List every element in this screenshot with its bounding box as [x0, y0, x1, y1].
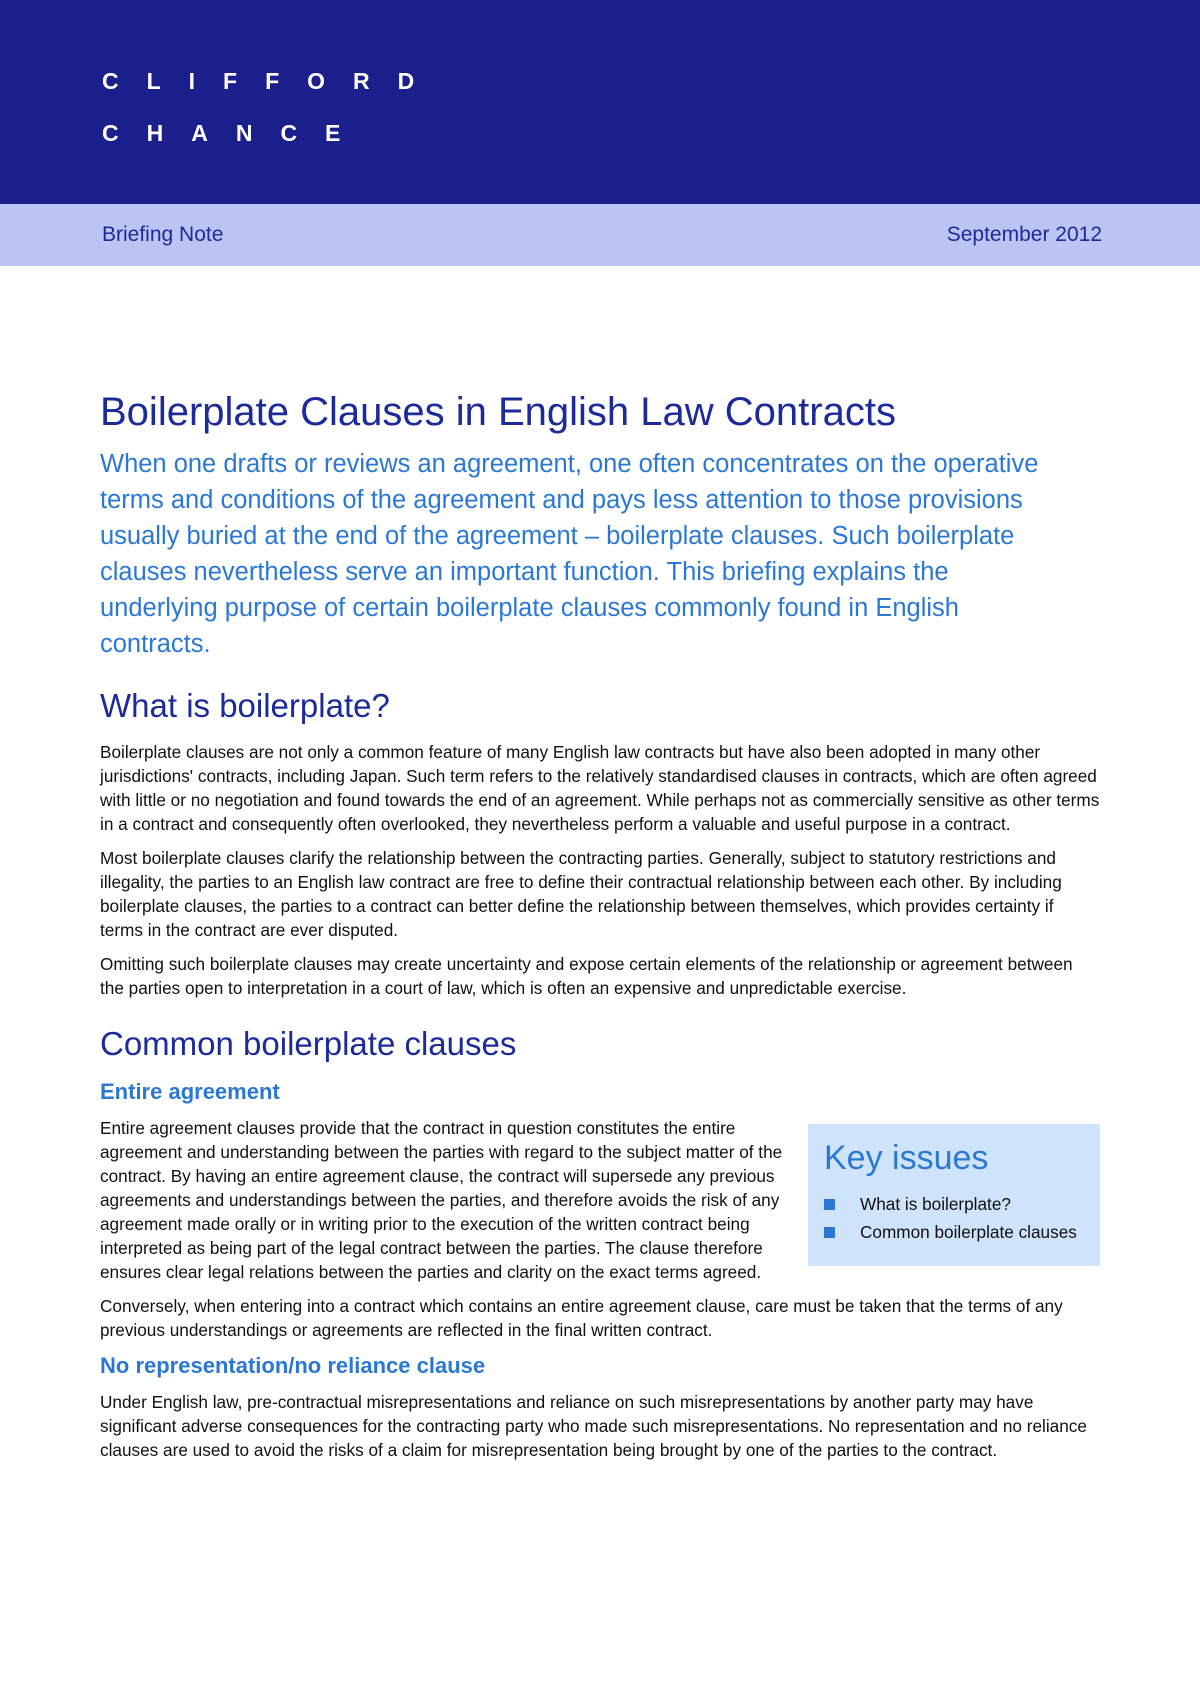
publication-date: September 2012 — [946, 223, 1102, 246]
section-heading-what-is: What is boilerplate? — [100, 687, 390, 724]
key-issues-heading: Key issues — [824, 1139, 989, 1177]
header-subband — [0, 204, 1200, 266]
body-paragraph: Omitting such boilerplate clauses may create uncertainty and expose certain elements of the relationship or agreement between the parties open to interpretation in a court of law, which is often an expensive and unpredictable exercise. — [100, 954, 1073, 998]
doc-type-label: Briefing Note — [102, 223, 224, 246]
square-bullet-icon — [824, 1199, 835, 1210]
body-paragraph: Under English law, pre-contractual misrepresentations and reliance on such misrepresentations by another party may have significant adverse consequences for the contracting party who made such misrepresentations. No representation and no reliance clauses are used to avoid the risks of a claim for misrepresentation being brought by one of the parties to the contract. — [100, 1392, 1087, 1460]
key-issues-box — [808, 1124, 1100, 1266]
logo-line-1: CLIFFORD — [102, 68, 443, 94]
page-title: Boilerplate Clauses in English Law Contracts — [100, 390, 896, 434]
body-paragraph: Boilerplate clauses are not only a common feature of many English law contracts but have also been adopted in many other jurisdictions' contracts, including Japan. Such term refers to the relatively standardised clauses in contracts, which are often agreed with little or no negotiation and found towards the end of an agreement. While perhaps not as commercially sensitive as other terms in a contract and consequently often overlooked, they nevertheless perform a valuable and useful purpose in a contract. — [100, 742, 1100, 834]
key-issue-label: What is boilerplate? — [860, 1194, 1011, 1214]
key-issues-list — [824, 1190, 1100, 1246]
body-paragraph: Entire agreement clauses provide that the contract in question constitutes the entire agreement and understanding between the parties with regard to the subject matter of the contract. By having an entire agreement clause, the contract will supersede any previous agreements and understandings between the parties, and therefore avoids the risk of any agreement made orally or in writing prior to the execution of the written contract being interpreted as being part of the legal contract between the parties. The clause therefore ensures clear legal relations between the parties and clarity on the exact terms agreed. — [100, 1118, 783, 1282]
body-paragraph: Most boilerplate clauses clarify the relationship between the contracting parties. Generally, subject to statutory restrictions and illegality, the parties to an English law contract are free to define their contractual relationship between each other. By including boilerplate clauses, the parties to a contract can better define the relationship between themselves, which provides certainty if terms in the contract are ever disputed. — [100, 848, 1062, 940]
key-issue-item — [824, 1218, 1100, 1246]
lead-paragraph: When one drafts or reviews an agreement, one often concentrates on the operative terms and conditions of the agreement and pays less attention to those provisions usually buried at the end of the agreement – boilerplate clauses. Such boilerplate clauses nevertheless serve an important function. This briefing explains the underlying purpose of certain boilerplate clauses commonly found in English contracts. — [100, 450, 1039, 658]
key-issue-item — [824, 1190, 1100, 1218]
article-body — [100, 388, 1100, 1472]
subheading-entire-agreement: Entire agreement — [100, 1079, 280, 1104]
body-paragraph: Conversely, when entering into a contract which contains an entire agreement clause, care must be taken that the terms of any previous understandings or agreements are reflected in the final written contract. — [100, 1296, 1063, 1340]
logo-line-2: CHANCE — [102, 120, 369, 146]
header-banner — [0, 0, 1200, 204]
square-bullet-icon — [824, 1227, 835, 1238]
subheading-no-representation: No representation/no reliance clause — [100, 1353, 486, 1378]
key-issue-label: Common boilerplate clauses — [860, 1222, 1077, 1242]
section-heading-common: Common boilerplate clauses — [100, 1025, 517, 1062]
